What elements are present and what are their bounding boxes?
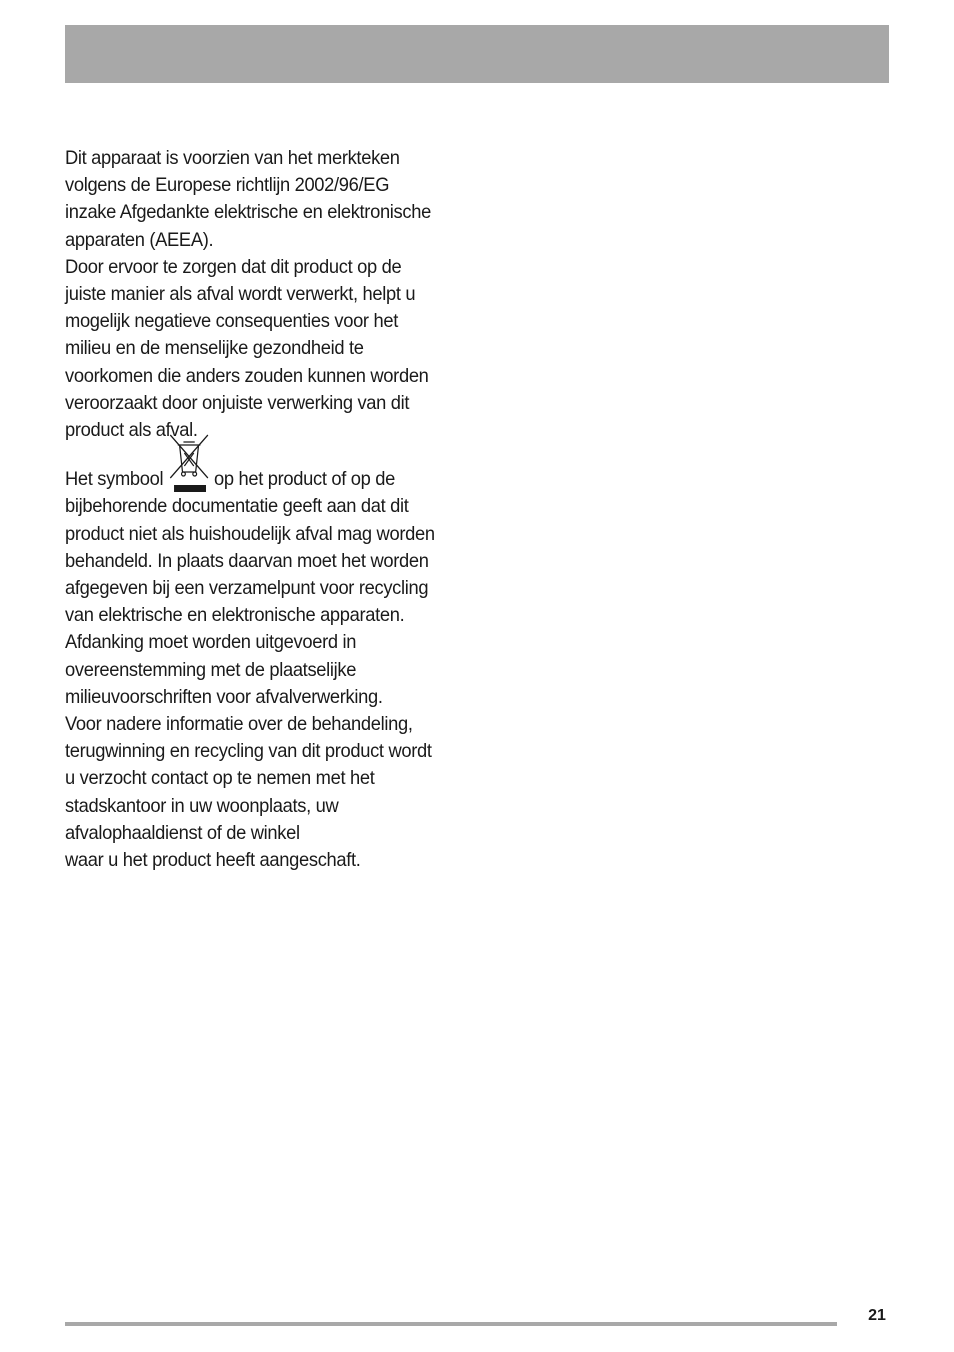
symbol-paragraph	[65, 466, 450, 874]
header-bar	[65, 25, 889, 83]
text-line: bijbehorende documentatie geeft aan dat dit	[65, 495, 409, 518]
weee-notice	[65, 145, 450, 874]
text-line: product als afval.	[65, 419, 198, 442]
text-line: product niet als huishoudelijk afval mag worden	[65, 522, 435, 545]
intro-paragraph	[65, 145, 450, 444]
text-line: voorkomen die anders zouden kunnen worden	[65, 364, 429, 387]
text-line: van elektrische en elektronische apparaten.	[65, 604, 405, 627]
text-line: Door ervoor te zorgen dat dit product op de	[65, 255, 402, 278]
text-line: juiste manier als afval wordt verwerkt, helpt u	[65, 283, 416, 306]
crossed-out-wheeled-bin-svg	[167, 433, 210, 493]
symbol-text-after: op het product of op de	[214, 468, 395, 491]
text-line: behandeld. In plaats daarvan moet het worden	[65, 549, 429, 572]
text-line: stadskantoor in uw woonplaats, uw	[65, 794, 339, 817]
text-line: mogelijk negatieve consequenties voor het	[65, 310, 398, 333]
text-line: u verzocht contact op te nemen met het	[65, 767, 375, 790]
text-line: afvalophaaldienst of de winkel	[65, 821, 300, 844]
text-line: milieu en de menselijke gezondheid te	[65, 337, 364, 360]
symbol-text-before: Het symbool	[65, 468, 164, 491]
footer-divider	[65, 1322, 837, 1326]
text-line: Dit apparaat is voorzien van het merkteken	[65, 147, 400, 169]
text-line: veroorzaakt door onjuiste verwerking van dit	[65, 391, 410, 414]
text-line: waar u het product heeft aangeschaft.	[65, 849, 361, 872]
text-line: apparaten (AEEA).	[65, 228, 214, 251]
symbol-line	[65, 466, 450, 493]
text-line: afgegeven bij een verzamelpunt voor recycling	[65, 577, 429, 600]
text-line: inzake Afgedankte elektrische en elektronische	[65, 201, 431, 224]
text-line: Voor nadere informatie over de behandeling,	[65, 713, 413, 736]
text-line: overeenstemming met de plaatselijke	[65, 658, 357, 681]
text-line: Afdanking moet worden uitgevoerd in	[65, 631, 357, 654]
page-number: 21	[868, 1307, 886, 1324]
text-line: volgens de Europese richtlijn 2002/96/EG	[65, 174, 390, 197]
paragraph-gap	[65, 444, 450, 466]
crossed-out-wheeled-bin-icon	[167, 466, 210, 493]
text-line: milieuvoorschriften voor afvalverwerking.	[65, 685, 383, 708]
text-line: terugwinning en recycling van dit product wordt	[65, 740, 432, 763]
